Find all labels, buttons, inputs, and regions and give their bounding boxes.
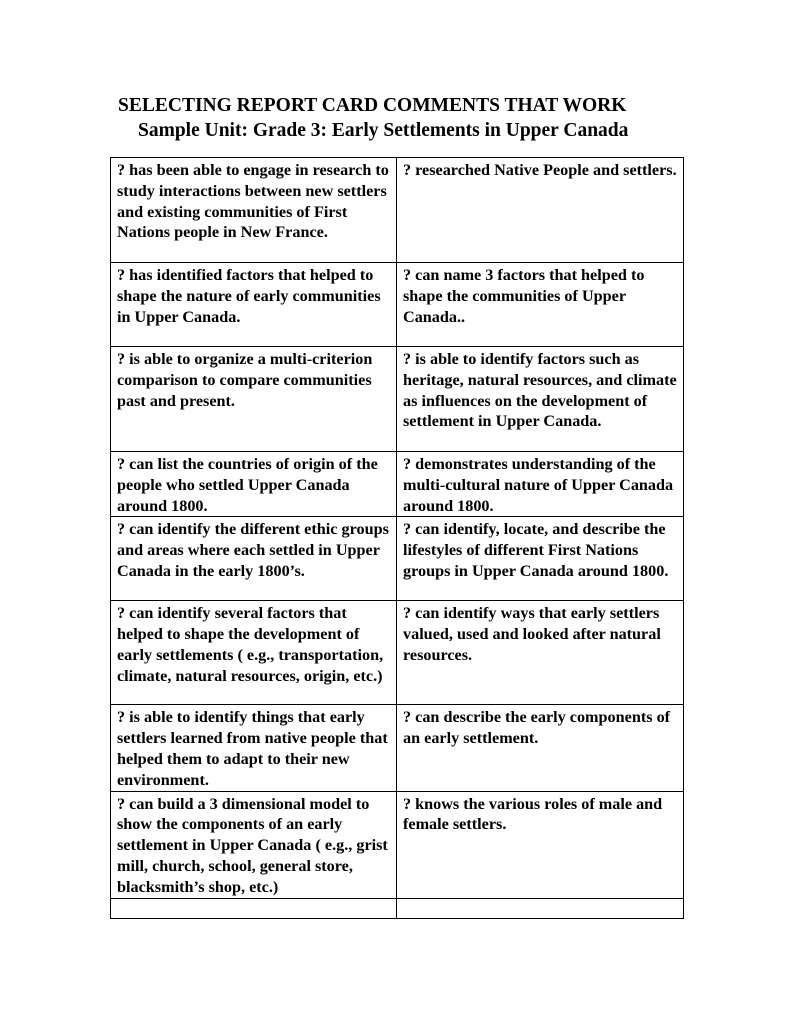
- table-cell-right: ? can identify ways that early settlers valued, used and looked after natural resources.: [397, 601, 684, 705]
- table-cell-left: ? is able to organize a multi-criterion comparison to compare communities past and present.: [111, 347, 397, 452]
- table-row: [111, 898, 684, 918]
- document-title: SELECTING REPORT CARD COMMENTS THAT WORK: [118, 95, 627, 116]
- table-cell-right: ? demonstrates understanding of the multi-cultural nature of Upper Canada around 1800.: [397, 452, 684, 517]
- table-cell-left: ? can identify the different ethic groups and areas where each settled in Upper Canada in the early 1800’s.: [111, 517, 397, 601]
- table-cell-left: ? can list the countries of origin of the people who settled Upper Canada around 1800.: [111, 452, 397, 517]
- table-cell-left: ? is able to identify things that early settlers learned from native people that helped them to adapt to their new environment.: [111, 705, 397, 791]
- table-cell-right: [397, 898, 684, 918]
- table-row: [111, 452, 684, 517]
- table-cell-left: ? can build a 3 dimensional model to show the components of an early settlement in Upper Canada ( e.g., grist mill, church, school, general store, blacksmith’s shop, etc.): [111, 791, 397, 898]
- table-row: [111, 158, 684, 263]
- table-cell-right: ? can describe the early components of an early settlement.: [397, 705, 684, 791]
- document-subtitle: Sample Unit: Grade 3: Early Settlements in Upper Canada: [138, 120, 629, 141]
- table-cell-left: [111, 898, 397, 918]
- table-row: [111, 601, 684, 705]
- table-cell-right: ? researched Native People and settlers.: [397, 158, 684, 263]
- table-cell-right: ? knows the various roles of male and female settlers.: [397, 791, 684, 898]
- table-cell-right: ? can identify, locate, and describe the lifestyles of different First Nations groups in Upper Canada around 1800.: [397, 517, 684, 601]
- table-cell-left: ? has identified factors that helped to shape the nature of early communities in Upper Canada.: [111, 263, 397, 347]
- table-row: [111, 705, 684, 791]
- table-cell-right: ? is able to identify factors such as heritage, natural resources, and climate as influences on the development of settlement in Upper Canada.: [397, 347, 684, 452]
- table-cell-left: ? can identify several factors that helped to shape the development of early settlements ( e.g., transportation, climate, natural resources, origin, etc.): [111, 601, 397, 705]
- table-cell-right: ? can name 3 factors that helped to shape the communities of Upper Canada..: [397, 263, 684, 347]
- table-row: [111, 263, 684, 347]
- comments-table: [110, 157, 684, 919]
- table-row: [111, 517, 684, 601]
- table-cell-left: ? has been able to engage in research to study interactions between new settlers and existing communities of First Nations people in New France.: [111, 158, 397, 263]
- table-row: [111, 791, 684, 898]
- table-row: [111, 347, 684, 452]
